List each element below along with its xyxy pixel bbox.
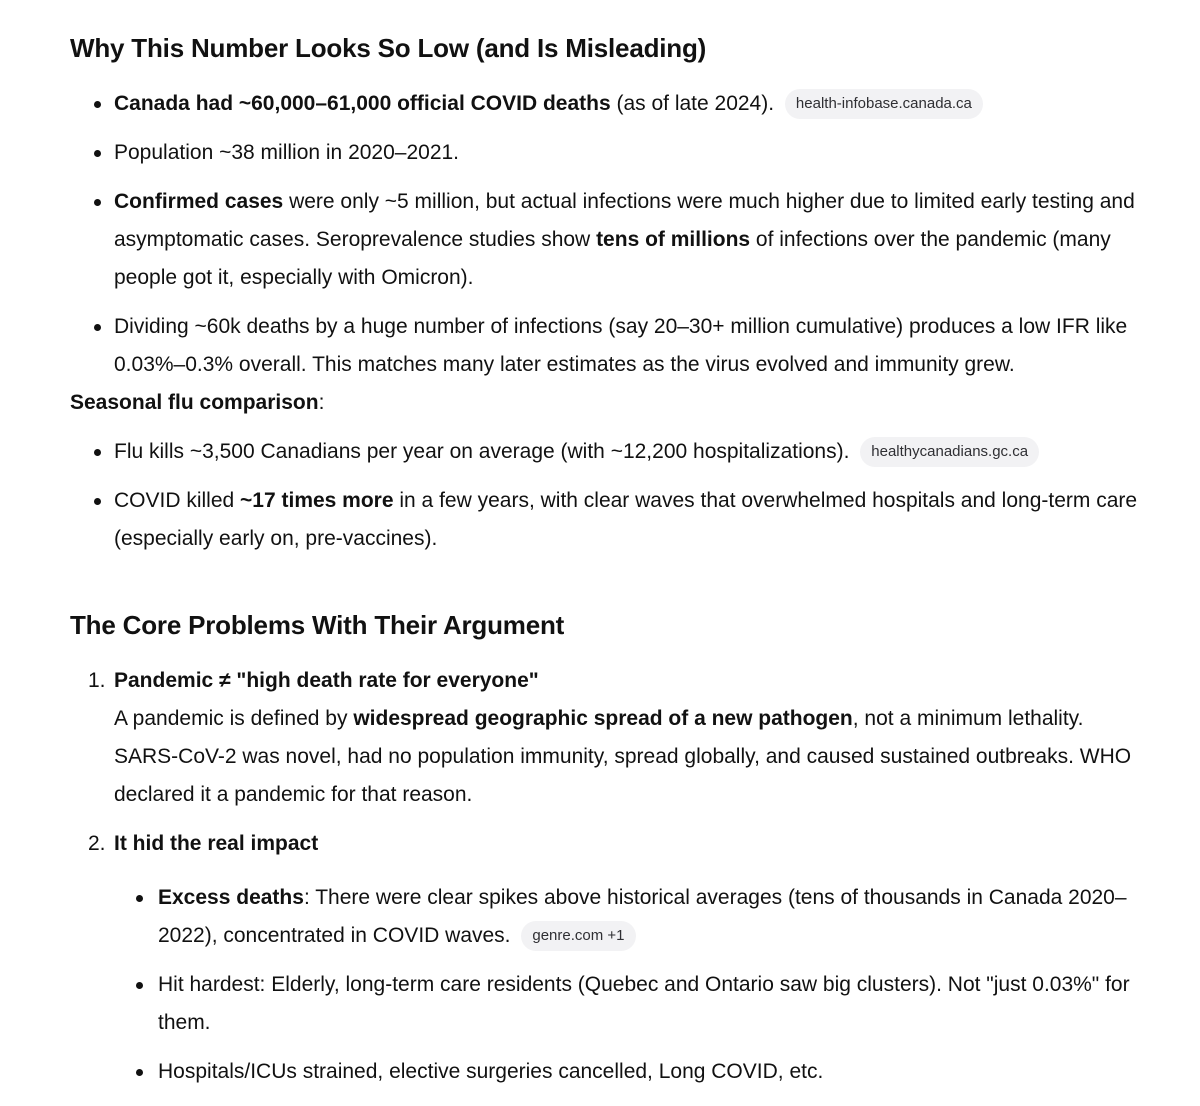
- source-chip[interactable]: health-infobase.canada.ca: [785, 89, 983, 119]
- item-text: A pandemic is defined by: [114, 707, 354, 730]
- item-number: 1.: [88, 669, 106, 692]
- bold-text: widespread geographic spread of a new pathogen: [353, 707, 853, 730]
- list-item: [70, 134, 1150, 172]
- section-heading-core-problems: The Core Problems With Their Argument: [70, 610, 565, 640]
- item-title: It hid the real impact: [114, 832, 319, 855]
- item-text: were only ~5 million, but actual infections were much higher due to limited early testing and asymptomatic cases. Seroprevalence studies show: [114, 190, 1135, 251]
- bold-text: Canada had ~60,000–61,000 official COVID deaths: [114, 92, 611, 115]
- item-text: (as of late 2024).: [610, 92, 775, 115]
- stats-list: [70, 85, 1150, 384]
- bold-text: tens of millions: [596, 228, 751, 251]
- colon-text: :: [318, 391, 325, 414]
- flu-list: [70, 433, 1150, 558]
- item-text: COVID killed: [114, 489, 241, 512]
- list-item: [70, 482, 1150, 558]
- list-item: [70, 308, 1150, 384]
- bold-text: Seasonal flu comparison: [70, 391, 319, 414]
- bold-text: Excess deaths: [158, 886, 304, 909]
- section-heading-why-low: Why This Number Looks So Low (and Is Misleading): [70, 33, 707, 63]
- item-text: Population ~38 million in 2020–2021.: [114, 141, 460, 164]
- item-text: Hospitals/ICUs strained, elective surgeries cancelled, Long COVID, etc.: [158, 1060, 824, 1083]
- item-text: in a few years, with clear waves that overwhelmed hospitals and long-term care (especially early on, pre-vaccines).: [114, 489, 1138, 550]
- bold-text: ~17 times more: [240, 489, 394, 512]
- problems-list: [70, 662, 1150, 863]
- flu-comparison-label: [70, 384, 1150, 422]
- source-chip[interactable]: healthycanadians.gc.ca: [860, 437, 1039, 467]
- source-chip[interactable]: genre.com +1: [521, 921, 635, 951]
- item-text: of infections over the pandemic (many people got it, especially with Omicron).: [114, 228, 1111, 289]
- item-title: Pandemic ≠ "high death rate for everyone": [114, 669, 539, 692]
- list-item: [70, 433, 1150, 471]
- list-item: [70, 85, 1150, 123]
- article-body: [70, 26, 1150, 1091]
- impact-sublist: [70, 879, 1150, 1091]
- item-text: Flu kills ~3,500 Canadians per year on average (with ~12,200 hospitalizations).: [114, 440, 850, 463]
- list-item: [70, 966, 1150, 1042]
- numbered-item: [70, 825, 1150, 863]
- numbered-item: [70, 662, 1150, 814]
- item-text: : There were clear spikes above historical averages (tens of thousands in Canada 2020–2022), concentrated in COVID waves.: [158, 886, 1127, 947]
- bold-text: Confirmed cases: [114, 190, 284, 213]
- list-item: [70, 1053, 1150, 1091]
- item-text: Dividing ~60k deaths by a huge number of infections (say 20–30+ million cumulative) produces a low IFR like 0.03%–0.3% overall. This matches many later estimates as the virus evolved and immunity grew.: [114, 315, 1128, 376]
- item-text: , not a minimum lethality. SARS-CoV-2 was novel, had no population immunity, spread globally, and caused sustained outbreaks. WHO declared it a pandemic for that reason.: [114, 707, 1132, 806]
- list-item: [70, 183, 1150, 297]
- list-item: [70, 879, 1150, 955]
- item-text: Hit hardest: Elderly, long-term care residents (Quebec and Ontario saw big clusters). Not "just 0.03%" for them.: [158, 973, 1130, 1034]
- item-number: 2.: [88, 832, 106, 855]
